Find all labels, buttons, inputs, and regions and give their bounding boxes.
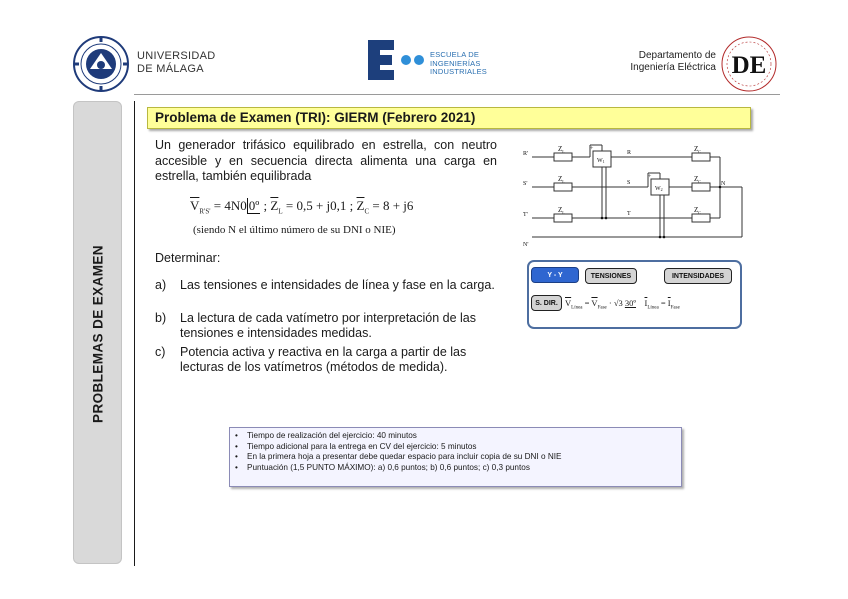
impedance-label: Z [558, 206, 563, 214]
yy-connection-button[interactable]: Y - Y [531, 267, 579, 283]
wattmeter-2-subscript: 2 [660, 187, 663, 192]
node-label-t: T [627, 211, 631, 217]
svg-text:W1 [597, 158, 605, 164]
question-text: Potencia activa y reactiva en la carga a partir de las lecturas de los vatímetros (métodos de medida). [180, 345, 467, 374]
svg-text:ZL [558, 145, 565, 154]
load-impedance-subscript: C [698, 210, 701, 215]
load-impedance-label: Z [694, 145, 699, 153]
question-text: Las tensiones e intensidades de línea y fase en la carga. [180, 278, 495, 292]
line-impedance-value: = 0,5 + j0,1 [282, 198, 347, 213]
wattmeter-2-label: W [655, 186, 661, 192]
instruction-item: • Tiempo de realización del ejercicio: 40 minutos [235, 431, 562, 442]
instruction-item: • Tiempo adicional para la entrega en CV del ejercicio: 5 minutos [235, 442, 562, 453]
i-linea-subscript: Línea [647, 305, 659, 311]
question-label: c) [155, 345, 166, 359]
node-label-r: R [627, 150, 632, 156]
content-divider [134, 101, 135, 566]
load-impedance-subscript: C [698, 179, 701, 184]
wattmeter-2-plus: + [648, 174, 652, 180]
department-name [612, 50, 716, 74]
formula-separator-2: ; [346, 198, 357, 213]
v-fase-subscript: Fase [597, 305, 607, 311]
circuit-diagram [520, 140, 750, 250]
svg-text:ZC [694, 175, 701, 184]
line-impedance-r [554, 153, 572, 161]
voltage-subscript: R'S' [199, 207, 211, 216]
load-impedance-symbol: $\overline{Z}$ [356, 198, 365, 213]
impedance-subscript: L [562, 179, 565, 184]
terminal-label-r-prime: R' [523, 151, 529, 157]
wattmeter-1-subscript: 1 [602, 159, 605, 164]
load-impedance-subscript: C [364, 207, 370, 216]
impedance-subscript: L [562, 210, 565, 215]
v-linea-subscript: Línea [571, 305, 583, 311]
load-impedance-subscript: C [698, 149, 701, 154]
node-label-n: N [721, 181, 726, 187]
phase-angle: 30º [624, 298, 637, 308]
school-name-line1: ESCUELA DE [430, 50, 480, 59]
impedance-label: Z [558, 175, 563, 183]
department-logo-text: DE [731, 52, 767, 79]
university-name [137, 50, 215, 76]
relation-formula: $\overline{V}_{Línea} = \overline{V}_{Fase} \cdot √3$ 30º $\overline{I}_{Línea} = \overline{I}_{Fase}$ [565, 298, 680, 311]
tensiones-button[interactable]: TENSIONES [585, 268, 637, 284]
question-label: b) [155, 311, 167, 325]
school-name-line2: INGENIERÍAS [430, 58, 481, 68]
sidebar-title: PROBLEMAS DE EXAMEN [90, 245, 106, 423]
department-name-line2: Ingeniería Eléctrica [630, 62, 716, 73]
svg-text:W2 [655, 186, 663, 192]
instruction-item: • Puntuación (1,5 PUNTO MÁXIMO): a) 0,6 puntos; b) 0,6 puntos; c) 0,3 puntos [235, 463, 562, 474]
question-text: La lectura de cada vatímetro por interpretación de las tensiones e intensidades medidas. [180, 311, 477, 340]
school-name [430, 51, 487, 77]
terminal-label-t-prime: T' [523, 212, 528, 218]
terminal-label-n-prime: N' [523, 242, 529, 248]
formula-separator-1: ; [260, 198, 271, 213]
sqrt3-symbol: √3 [613, 298, 623, 308]
voltage-angle: 0º [248, 198, 260, 213]
node-label-s: S [627, 180, 631, 186]
svg-text:ZL [558, 175, 565, 184]
determine-heading: Determinar: [155, 251, 221, 265]
load-impedance-r [692, 153, 710, 161]
problem-statement: Un generador trifásico equilibrado en estrella, con neutro accesible y en secuencia directa alimenta una carga en estrella, también equilibrada [155, 138, 497, 183]
load-impedance-label: Z [694, 206, 699, 214]
intensidades-button[interactable]: INTENSIDADES [664, 268, 732, 284]
line-impedance-s [554, 183, 572, 191]
terminal-label-s-prime: S' [523, 181, 528, 187]
university-name-line2: DE MÁLAGA [137, 63, 204, 75]
instruction-item: • En la primera hoja a presentar debe quedar espacio para incluir copia de su DNI o NIE [235, 452, 562, 463]
instructions-list [235, 431, 562, 474]
school-name-line3: INDUSTRIALES [430, 67, 487, 76]
question-label: a) [155, 278, 167, 292]
formula-note: (siendo N el último número de su DNI o NIE) [193, 224, 396, 236]
department-logo [720, 35, 778, 93]
impedance-subscript: L [562, 149, 565, 154]
load-impedance-t [692, 214, 710, 222]
voltage-value: = 4N0 [210, 198, 247, 213]
direct-sequence-button[interactable]: S. DIR. [531, 295, 562, 311]
voltage-symbol: $\overline{V}$ [190, 198, 200, 213]
line-impedance-symbol: $\overline{Z}$ [270, 198, 279, 213]
svg-text:ZC [694, 145, 701, 154]
university-seal-logo [72, 35, 130, 93]
department-name-line1: Departamento de [638, 50, 716, 61]
svg-text:ZC [694, 206, 701, 215]
page-title: Problema de Examen (TRI): GIERM (Febrero 2021) [155, 110, 476, 125]
load-impedance-s [692, 183, 710, 191]
university-name-line1: UNIVERSIDAD [137, 50, 216, 62]
line-impedance-t [554, 214, 572, 222]
i-fase-subscript: Fase [670, 305, 680, 311]
svg-text:ZL [558, 206, 565, 215]
header-divider [134, 94, 780, 95]
impedance-label: Z [558, 145, 563, 153]
load-impedance-value: = 8 + j6 [369, 198, 414, 213]
given-data-formula [190, 198, 413, 216]
line-impedance-subscript: L [278, 207, 283, 216]
school-logo [366, 38, 426, 82]
wattmeter-1-plus: + [590, 146, 594, 152]
load-impedance-label: Z [694, 175, 699, 183]
wattmeter-1-label: W [597, 158, 603, 164]
